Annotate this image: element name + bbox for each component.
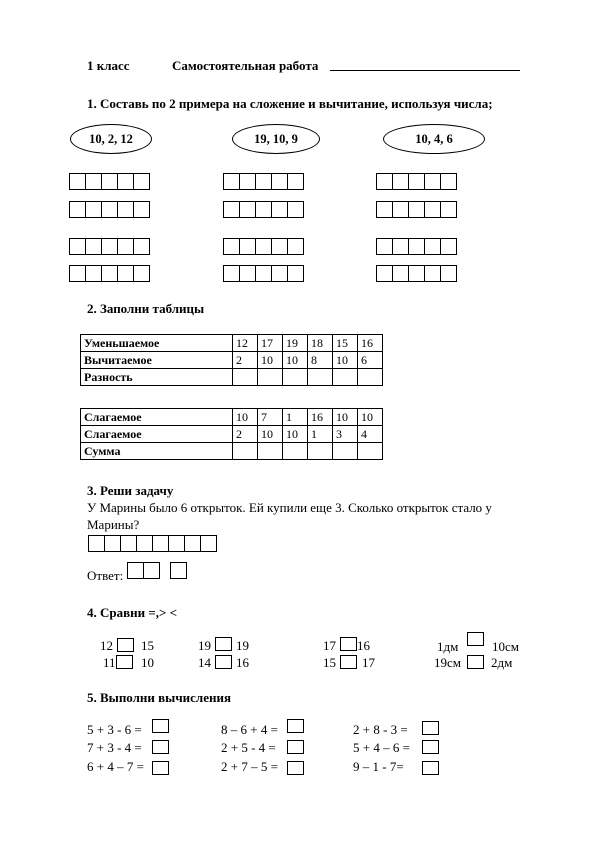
table-cell: 10 xyxy=(283,426,308,443)
grid-cell[interactable] xyxy=(69,265,86,282)
compare-right: 10см xyxy=(492,639,519,654)
grid-cell[interactable] xyxy=(239,265,256,282)
table-cell: 8 xyxy=(308,352,333,369)
grid-cell[interactable] xyxy=(376,238,393,255)
compare-left: 11 xyxy=(103,655,116,670)
table-cell: 6 xyxy=(358,352,383,369)
table-cell: 16 xyxy=(358,335,383,352)
expression: 2 + 8 - 3 = xyxy=(353,722,408,737)
grid-cell[interactable] xyxy=(392,173,409,190)
answer-cell[interactable] xyxy=(258,369,283,386)
grid-cell[interactable] xyxy=(133,265,150,282)
compare-left: 17 xyxy=(323,638,336,653)
table-cell: 4 xyxy=(358,426,383,443)
compare-left: 19см xyxy=(434,655,461,670)
grid-cell[interactable] xyxy=(117,265,134,282)
grid-cell[interactable] xyxy=(101,173,118,190)
row-label: Уменьшаемое xyxy=(81,335,233,352)
compare-box[interactable] xyxy=(467,655,484,669)
grid-cell[interactable] xyxy=(223,201,240,218)
answer-cells[interactable] xyxy=(69,201,149,218)
table-cell: 12 xyxy=(233,335,258,352)
grid-cell[interactable] xyxy=(117,201,134,218)
table-row xyxy=(81,443,383,460)
grid-cell[interactable] xyxy=(392,201,409,218)
grid-cell[interactable] xyxy=(255,201,272,218)
result-box[interactable] xyxy=(152,740,169,754)
compare-right: 17 xyxy=(362,655,375,670)
answer-cell[interactable] xyxy=(358,443,383,460)
task3-title: 3. Реши задачу xyxy=(87,483,174,498)
grid-cell[interactable] xyxy=(239,201,256,218)
result-box[interactable] xyxy=(287,719,304,733)
grid-cell[interactable] xyxy=(136,535,153,552)
row-label: Слагаемое xyxy=(81,409,233,426)
grid-cell[interactable] xyxy=(85,173,102,190)
table-row xyxy=(81,335,383,352)
grid-cell[interactable] xyxy=(133,201,150,218)
compare-box[interactable] xyxy=(340,637,357,651)
table-cell: 1 xyxy=(283,409,308,426)
compare-box[interactable] xyxy=(340,655,357,669)
answer-cells[interactable] xyxy=(223,265,303,282)
compare-left: 15 xyxy=(323,655,336,670)
table-row xyxy=(81,369,383,386)
answer-cells[interactable] xyxy=(223,238,303,255)
number-oval: 10, 4, 6 xyxy=(383,124,485,154)
task2-title: 2. Заполни таблицы xyxy=(87,301,205,316)
grid-cell[interactable] xyxy=(271,265,288,282)
answer-cell[interactable] xyxy=(258,443,283,460)
grid-cell[interactable] xyxy=(392,238,409,255)
grid-cell[interactable] xyxy=(200,535,217,552)
grid-cell[interactable] xyxy=(223,265,240,282)
grid-cell[interactable] xyxy=(376,173,393,190)
grid-cell[interactable] xyxy=(223,173,240,190)
expression: 5 + 3 - 6 = xyxy=(87,722,142,737)
task5-title: 5. Выполни вычисления xyxy=(87,690,232,705)
compare-box[interactable] xyxy=(215,655,232,669)
answer-cells[interactable] xyxy=(376,173,456,190)
grid-cell[interactable] xyxy=(440,265,457,282)
answer-cell[interactable] xyxy=(308,443,333,460)
answer-cells[interactable] xyxy=(69,265,149,282)
answer-cells[interactable] xyxy=(69,173,149,190)
answer-label: Ответ: xyxy=(87,568,124,583)
page-title: Самостоятельная работа xyxy=(172,58,319,73)
result-box[interactable] xyxy=(422,740,439,754)
compare-box[interactable] xyxy=(467,632,484,646)
grid-cell[interactable] xyxy=(88,535,105,552)
expression: 8 – 6 + 4 = xyxy=(221,722,278,737)
grid-cell[interactable] xyxy=(408,173,425,190)
grid-cell[interactable] xyxy=(255,238,272,255)
answer-cell[interactable] xyxy=(333,369,358,386)
task1-title: 1. Составь по 2 примера на сложение и вычитание, используя числа; xyxy=(87,96,493,111)
table-cell: 15 xyxy=(333,335,358,352)
grid-cell[interactable] xyxy=(85,265,102,282)
answer-cells[interactable] xyxy=(223,201,303,218)
grid-cell[interactable] xyxy=(271,201,288,218)
table-cell: 10 xyxy=(358,409,383,426)
grid-cell[interactable] xyxy=(424,173,441,190)
grid-cell[interactable] xyxy=(69,238,86,255)
table-cell: 1 xyxy=(308,426,333,443)
compare-box[interactable] xyxy=(117,638,134,652)
grid-cell[interactable] xyxy=(101,265,118,282)
number-oval: 10, 2, 12 xyxy=(70,124,152,154)
grid-cell[interactable] xyxy=(104,535,121,552)
answer-cells[interactable] xyxy=(376,238,456,255)
compare-right: 15 xyxy=(141,638,154,653)
compare-left: 12 xyxy=(100,638,113,653)
table-cell: 10 xyxy=(258,426,283,443)
grid-cell[interactable] xyxy=(170,562,187,579)
grid-cell[interactable] xyxy=(255,173,272,190)
table-cell: 10 xyxy=(333,409,358,426)
grid-cell[interactable] xyxy=(85,201,102,218)
grid-cell[interactable] xyxy=(133,238,150,255)
grid-cell[interactable] xyxy=(424,238,441,255)
answer-cell[interactable] xyxy=(283,443,308,460)
compare-right: 10 xyxy=(141,655,154,670)
table-cell: 18 xyxy=(308,335,333,352)
grid-cell[interactable] xyxy=(408,265,425,282)
table-cell: 10 xyxy=(283,352,308,369)
table-cell: 7 xyxy=(258,409,283,426)
answer-cell[interactable] xyxy=(333,443,358,460)
expression: 5 + 4 – 6 = xyxy=(353,740,410,755)
result-box[interactable] xyxy=(422,721,439,735)
table-cell: 19 xyxy=(283,335,308,352)
grid-cell[interactable] xyxy=(287,173,304,190)
table-row xyxy=(81,426,383,443)
expression: 2 + 5 - 4 = xyxy=(221,740,276,755)
result-box[interactable] xyxy=(152,761,169,775)
row-label: Слагаемое xyxy=(81,426,233,443)
table-cell: 10 xyxy=(333,352,358,369)
table-cell: 10 xyxy=(258,352,283,369)
addition-table xyxy=(80,408,383,460)
grid-cell[interactable] xyxy=(69,173,86,190)
grid-cell[interactable] xyxy=(69,201,86,218)
answer-cells[interactable] xyxy=(223,173,303,190)
grid-cell[interactable] xyxy=(239,173,256,190)
answer-cells[interactable] xyxy=(127,562,159,579)
compare-left: 14 xyxy=(198,655,211,670)
compare-right: 19 xyxy=(236,638,249,653)
grid-cell[interactable] xyxy=(117,173,134,190)
answer-cell[interactable] xyxy=(308,369,333,386)
compare-left: 1дм xyxy=(437,639,459,654)
table-row xyxy=(81,409,383,426)
table-cell: 2 xyxy=(233,426,258,443)
grid-cell[interactable] xyxy=(152,535,169,552)
compare-right: 2дм xyxy=(491,655,513,670)
answer-cell[interactable] xyxy=(233,369,258,386)
grid-cell[interactable] xyxy=(168,535,185,552)
answer-cells[interactable] xyxy=(376,201,456,218)
table-row xyxy=(81,352,383,369)
grid-cell[interactable] xyxy=(376,201,393,218)
compare-box[interactable] xyxy=(116,655,133,669)
grid-cell[interactable] xyxy=(440,238,457,255)
result-box[interactable] xyxy=(422,761,439,775)
answer-cell[interactable] xyxy=(358,369,383,386)
result-box[interactable] xyxy=(152,719,169,733)
grid-cell[interactable] xyxy=(424,265,441,282)
result-box[interactable] xyxy=(287,740,304,754)
grid-cell[interactable] xyxy=(287,238,304,255)
grid-cell[interactable] xyxy=(184,535,201,552)
expression: 9 – 1 - 7= xyxy=(353,759,404,774)
grid-cell[interactable] xyxy=(143,562,160,579)
answer-cell[interactable] xyxy=(233,443,258,460)
grid-cell[interactable] xyxy=(85,238,102,255)
grid-cell[interactable] xyxy=(117,238,134,255)
table-cell: 10 xyxy=(233,409,258,426)
grid-cell[interactable] xyxy=(408,201,425,218)
answer-cells[interactable] xyxy=(170,562,186,579)
problem-text: Марины? xyxy=(87,517,140,532)
row-label: Вычитаемое xyxy=(81,352,233,369)
grid-cell[interactable] xyxy=(271,173,288,190)
grid-cell[interactable] xyxy=(424,201,441,218)
grid-cell[interactable] xyxy=(255,265,272,282)
task4-title: 4. Сравни =,> < xyxy=(87,605,178,620)
grade-label: 1 класс xyxy=(87,58,130,73)
grid-cell[interactable] xyxy=(120,535,137,552)
grid-cell[interactable] xyxy=(223,238,240,255)
grid-cell[interactable] xyxy=(271,238,288,255)
table-cell: 2 xyxy=(233,352,258,369)
row-label: Сумма xyxy=(81,443,233,460)
grid-cell[interactable] xyxy=(440,173,457,190)
expression: 6 + 4 – 7 = xyxy=(87,759,144,774)
subtraction-table xyxy=(80,334,383,386)
answer-cells[interactable] xyxy=(376,265,456,282)
table-cell: 17 xyxy=(258,335,283,352)
compare-right: 16 xyxy=(236,655,249,670)
expression: 7 + 3 - 4 = xyxy=(87,740,142,755)
compare-right: 16 xyxy=(357,638,370,653)
grid-cell[interactable] xyxy=(287,201,304,218)
number-oval: 19, 10, 9 xyxy=(232,124,320,154)
grid-cell[interactable] xyxy=(392,265,409,282)
grid-cell[interactable] xyxy=(101,238,118,255)
grid-cell[interactable] xyxy=(408,238,425,255)
grid-cell[interactable] xyxy=(440,201,457,218)
grid-cell[interactable] xyxy=(376,265,393,282)
grid-cell[interactable] xyxy=(133,173,150,190)
answer-cell[interactable] xyxy=(283,369,308,386)
compare-left: 19 xyxy=(198,638,211,653)
name-line[interactable] xyxy=(330,70,520,71)
grid-cell[interactable] xyxy=(287,265,304,282)
grid-cell[interactable] xyxy=(101,201,118,218)
answer-cells[interactable] xyxy=(69,238,149,255)
table-cell: 16 xyxy=(308,409,333,426)
grid-cell[interactable] xyxy=(127,562,144,579)
table-cell: 3 xyxy=(333,426,358,443)
result-box[interactable] xyxy=(287,761,304,775)
problem-text: У Марины было 6 открыток. Ей купили еще 3. Сколько открыток стало у xyxy=(87,500,492,515)
grid-cell[interactable] xyxy=(239,238,256,255)
solution-cells[interactable] xyxy=(88,535,216,552)
expression: 2 + 7 – 5 = xyxy=(221,759,278,774)
row-label: Разность xyxy=(81,369,233,386)
compare-box[interactable] xyxy=(215,637,232,651)
